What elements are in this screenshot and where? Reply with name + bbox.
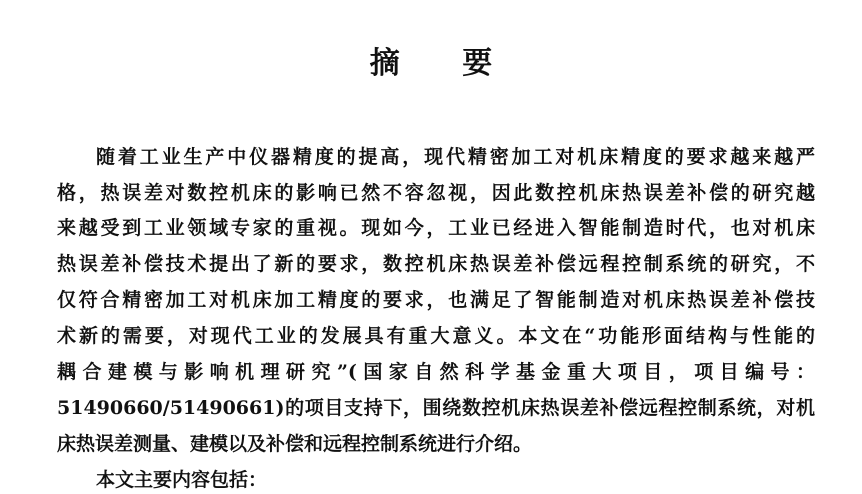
- paragraph-line: 耦合建模与影响机理研究”(国家自然科学基金重大项目，项目编号：: [57, 361, 815, 383]
- paragraph-line: 床热误差测量、建模以及补偿和远程控制系统进行介绍。: [57, 433, 533, 455]
- paragraph-line-partial: 本文主要内容包括：: [96, 469, 268, 491]
- paragraph-line: 来越受到工业领域专家的重视。现如今，工业已经进入智能制造时代，也对机床: [57, 217, 815, 239]
- paragraph-line: 热误差补偿技术提出了新的要求，数控机床热误差补偿远程控制系统的研究，不: [57, 253, 815, 275]
- paragraph-line: 仅符合精密加工对机床加工精度的要求，也满足了智能制造对机床热误差补偿技: [57, 289, 815, 311]
- paragraph-line: 格，热误差对数控机床的影响已然不容忽视，因此数控机床热误差补偿的研究越: [57, 182, 815, 204]
- paragraph-line: 随着工业生产中仪器精度的提高，现代精密加工对机床精度的要求越来越严: [96, 146, 815, 168]
- paragraph-line: 51490660/51490661)的项目支持下，围绕数控机床热误差补偿远程控制系统，对机: [57, 397, 815, 419]
- paragraph-line: 术新的需要，对现代工业的发展具有重大意义。本文在“功能形面结构与性能的: [57, 325, 815, 347]
- abstract-title: 摘 要: [369, 46, 519, 81]
